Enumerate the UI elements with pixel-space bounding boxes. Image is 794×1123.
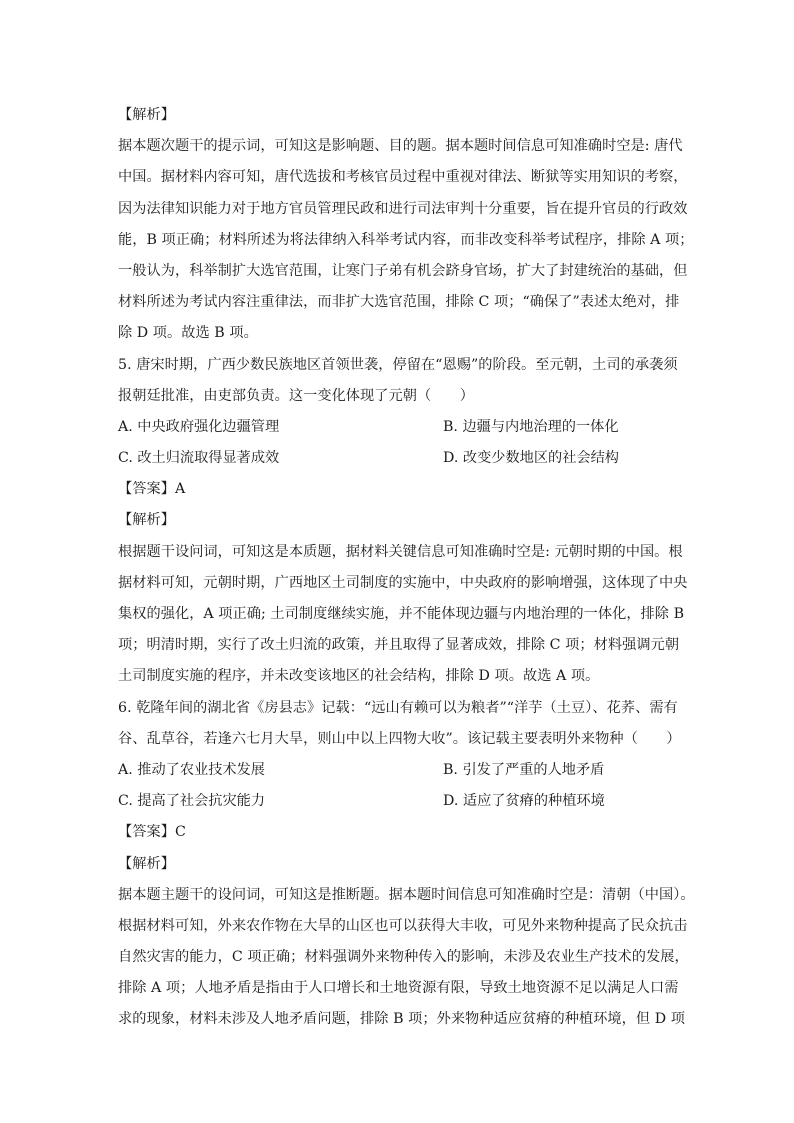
option-c: C. 提高了社会抗灾能力 <box>118 793 266 810</box>
analysis-heading: 【解析】 <box>118 107 175 123</box>
option-row <box>118 755 678 786</box>
question-6 <box>118 693 695 1036</box>
option-b: B. 引发了严重的人地矛盾 <box>443 761 605 778</box>
text-line: 一般认为，科举制扩大选官范围，让寒门子弟有机会跻身官场，扩大了封建统治的基础，但 <box>118 262 688 279</box>
text-line: 集权的强化，A 项正确; 土司制度继续实施，并不能体现边疆与内地治理的一体化，排除 B <box>118 606 685 622</box>
option-a: A. 中央政府强化边疆管理 <box>118 418 280 435</box>
text-line: 项；明清时期，实行了改土归流的政策，并且取得了显著成效，排除 C 项；材料强调元朝 <box>118 637 680 654</box>
text-line: 求的现象，材料未涉及人地矛盾问题，排除 B 项；外来物种适应贫瘠的种植环境，但 D 项 <box>118 1011 685 1028</box>
text-line: 除 D 项。故选 B 项。 <box>118 325 258 342</box>
text-line: 材料所述为考试内容注重律法，而非扩大选官范围，排除 C 项；“确保了”表述太绝对，排 <box>118 294 680 311</box>
question-stem-line: 谷、乱草谷，若逢六七月大旱，则山中以上四物大收”。该记载主要表明外来物种（ ） <box>118 730 681 747</box>
option-a: A. 推动了农业技术发展 <box>118 761 265 778</box>
text-line: 排除 A 项；人地矛盾是指由于人口增长和土地资源有限，导致土地资源不足以满足人口需 <box>118 980 679 997</box>
text-line: 据本题次题干的提示词，可知这是影响题、目的题。据本题时间信息可知准确时空是: 唐代 <box>118 138 683 155</box>
analysis-heading: 【解析】 <box>118 512 175 529</box>
option-row <box>118 443 678 474</box>
analysis-heading: 【解析】 <box>118 855 175 872</box>
question-stem-line: 6. 乾隆年间的湖北省《房县志》记载：“远山有赖可以为粮者”“洋芋（土豆）、花荞、需有 <box>118 699 678 716</box>
option-d: D. 适应了贫瘠的种植环境 <box>443 793 605 810</box>
option-c: C. 改土归流取得显著成效 <box>118 450 280 467</box>
text-line: 土司制度实施的程序，并未改变该地区的社会结构，排除 D 项。故选 A 项。 <box>118 668 600 685</box>
text-line: 根据材料可知，外来农作物在大旱的山区也可以获得大丰收，可见外来物种提高了民众抗击 <box>118 917 688 934</box>
text-line: 据材料可知，元朝时期，广西地区土司制度的实施中，中央政府的影响增强，这体现了中央 <box>118 574 688 591</box>
text-line: 能，B 项正确；材料所述为将法律纳入科举考试内容，而非改变科举考试程序，排除 A 项； <box>118 231 694 248</box>
text-line: 因为法律知识能力对于地方官员管理民政和进行司法审判十分重要，旨在提升官员的行政效 <box>118 200 688 217</box>
question-stem-line: 5. 唐宋时期，广西少数民族地区首领世袭，停留在“恩赐”的阶段。至元朝，土司的承袭须 <box>118 356 678 373</box>
text-line: 自然灾害的能力，C 项正确；材料强调外来物种传入的影响，未涉及农业生产技术的发展， <box>118 949 689 966</box>
answer-label: 【答案】A <box>118 481 186 498</box>
option-d: D. 改变少数地区的社会结构 <box>443 450 619 467</box>
text-line: 中国。据材料内容可知，唐代选拔和考核官员过程中重视对律法、断狱等实用知识的考察， <box>118 169 688 186</box>
option-b: B. 边疆与内地治理的一体化 <box>443 418 619 435</box>
question-stem-line: 报朝廷批准，由吏部负责。这一变化体现了元朝（ ） <box>118 387 474 404</box>
document-page <box>118 100 695 1036</box>
answer-label: 【答案】C <box>118 824 186 841</box>
option-row <box>118 786 678 817</box>
option-row <box>118 412 678 443</box>
analysis-paragraph <box>118 131 694 349</box>
text-line: 根据题干设问词，可知这是本质题，据材料关键信息可知准确时空是: 元朝时期的中国。根 <box>118 543 683 560</box>
question-5 <box>118 350 688 693</box>
text-line: 据本题主题干的设问词，可知这是推断题。据本题时间信息可知准确时空是：清朝（中国）。 <box>118 886 695 903</box>
